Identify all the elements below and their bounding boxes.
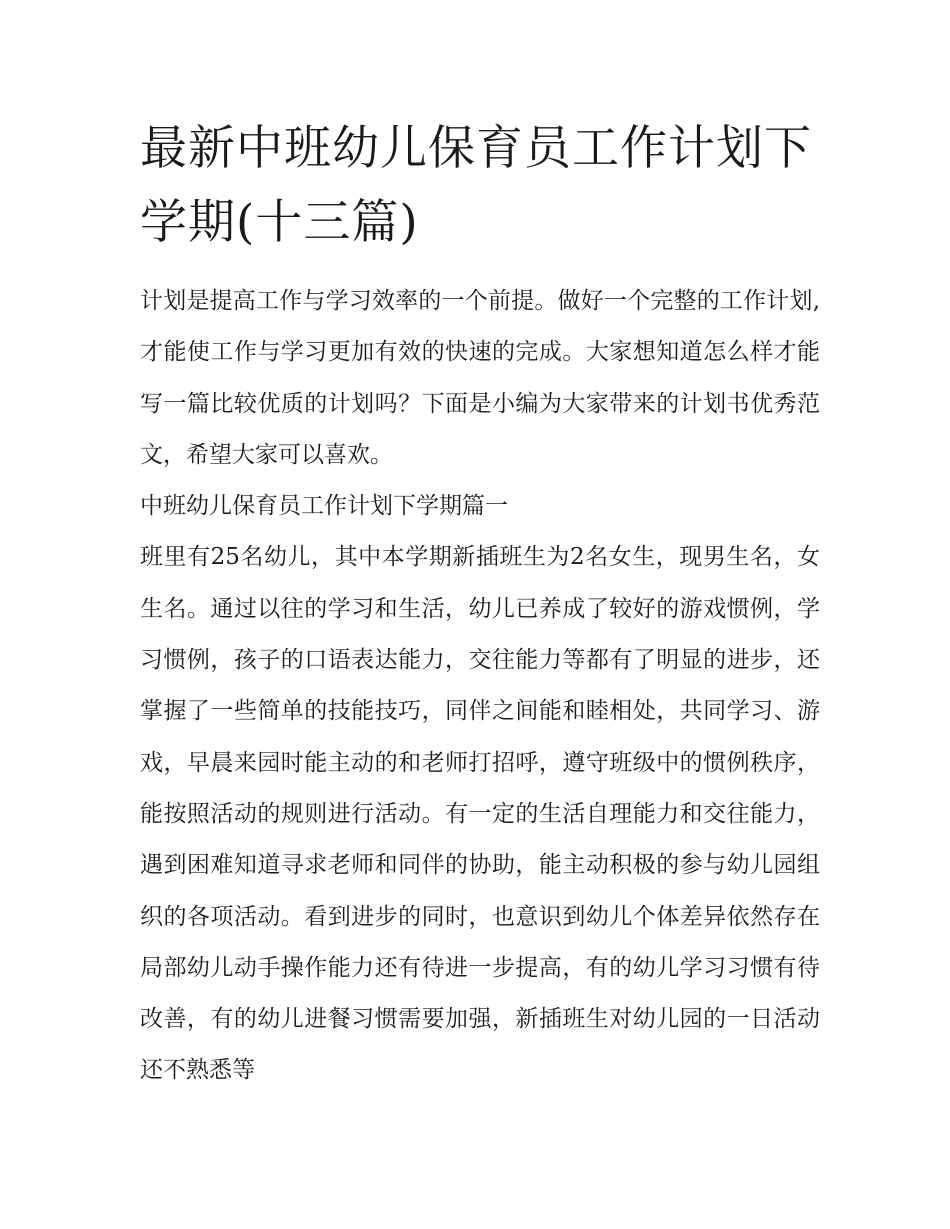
document-title: 最新中班幼儿保育员工作计划下学期(十三篇) <box>140 121 812 250</box>
intro-paragraph: 计划是提高工作与学习效率的一个前提。做好一个完整的工作计划,才能使工作与学习更加有效的快速的完成。大家想知道怎么样才能写一篇比较优质的计划吗？下面是小编为大家带来的计划书优秀范文，希望大家可以喜欢。 <box>140 288 820 468</box>
document-body <box>140 276 820 1097</box>
body-paragraph: 班里有25名幼儿，其中本学期新插班生为2名女生，现男生名，女生名。通过以往的学习和生活，幼儿已养成了较好的游戏惯例，学习惯例，孩子的口语表达能力，交往能力等都有了明显的进步，还掌握了一些简单的技能技巧，同伴之间能和睦相处，共同学习、游戏，早晨来园时能主动的和老师打招呼，遵守班级中的惯例秩序，能按照活动的规则进行活动。有一定的生活自理能力和交往能力，遇到困难知道寻求老师和同伴的协助，能主动积极的参与幼儿园组织的各项活动。看到进步的同时，也意识到幼儿个体差异依然存在局部幼儿动手操作能力还有待进一步提高，有的幼儿学习习惯有待改善，有的幼儿进餐习惯需要加强，新插班生对幼儿园的一日活动还不熟悉等 <box>140 544 820 1084</box>
section-heading: 中班幼儿保育员工作计划下学期篇一 <box>140 493 508 520</box>
